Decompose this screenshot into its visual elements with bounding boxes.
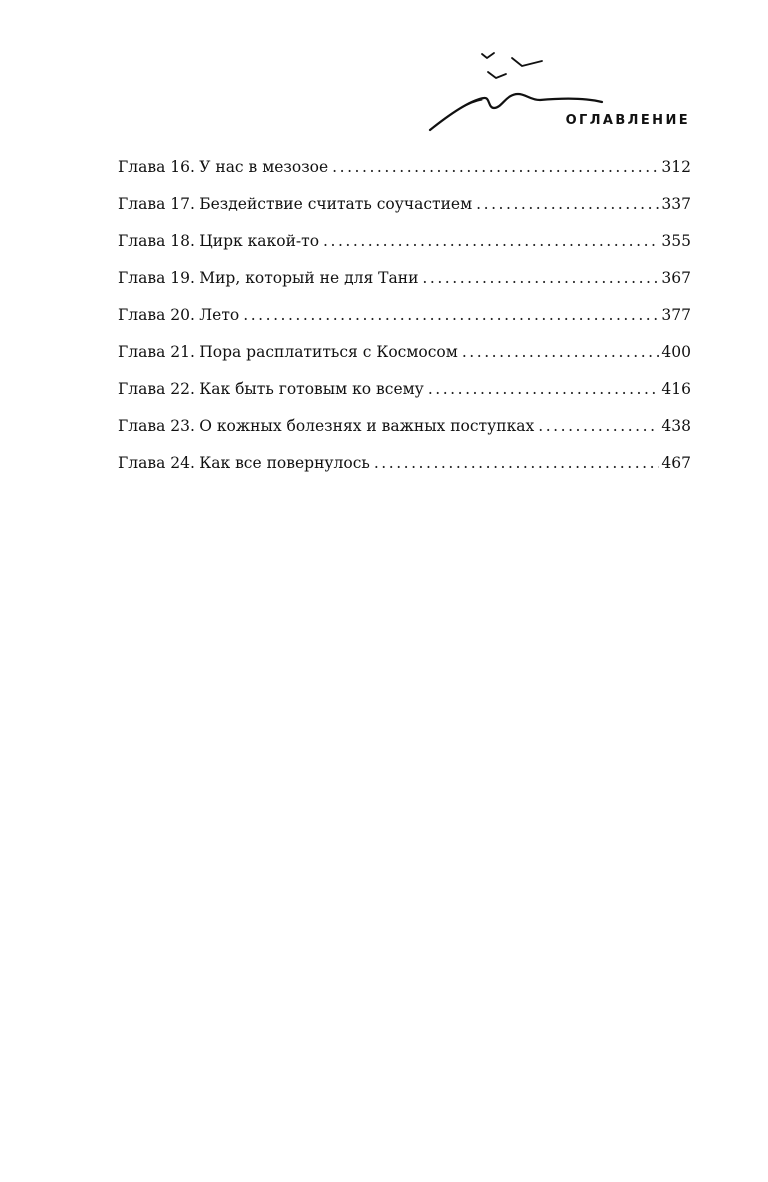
dot-leader [538, 412, 659, 440]
chapter-title: Как быть готовым ко всему [199, 380, 424, 398]
toc-entry[interactable] [118, 301, 691, 338]
page-number: 355 [661, 232, 691, 250]
chapter-label: Глава 23. [118, 417, 195, 435]
page-number: 400 [661, 343, 691, 361]
chapter-title: О кожных болезнях и важных поступках [199, 417, 535, 435]
toc-entry[interactable] [118, 190, 691, 227]
table-of-contents [118, 153, 691, 486]
chapter-title: Пора расплатиться с Космосом [199, 343, 458, 361]
chapter-label: Глава 17. [118, 195, 195, 213]
chapter-label: Глава 16. [118, 158, 195, 176]
chapter-title: Мир, который не для Тани [199, 269, 419, 287]
dot-leader [428, 375, 660, 403]
chapter-label: Глава 21. [118, 343, 195, 361]
chapter-label: Глава 22. [118, 380, 195, 398]
chapter-label: Глава 24. [118, 454, 195, 472]
chapter-label: Глава 20. [118, 306, 195, 324]
toc-entry[interactable] [118, 449, 691, 486]
chapter-title: Лето [199, 306, 240, 324]
toc-entry[interactable] [118, 153, 691, 190]
page-number: 467 [661, 454, 691, 472]
chapter-title: Бездействие считать соучастием [199, 195, 473, 213]
chapter-label: Глава 19. [118, 269, 195, 287]
toc-heading: ОГЛАВЛЕНИЕ [565, 113, 690, 128]
page-number: 377 [661, 306, 691, 324]
chapter-title: Как все повернулось [199, 454, 370, 472]
toc-entry[interactable] [118, 375, 691, 412]
dot-leader [374, 449, 660, 477]
toc-entry[interactable] [118, 264, 691, 301]
chapter-title: У нас в мезозое [199, 158, 329, 176]
page-number: 438 [661, 417, 691, 435]
toc-entry[interactable] [118, 338, 691, 375]
page-number: 367 [661, 269, 691, 287]
dot-leader [462, 338, 660, 366]
dot-leader [243, 301, 659, 329]
chapter-label: Глава 18. [118, 232, 195, 250]
chapter-title: Цирк какой-то [199, 232, 320, 250]
dot-leader [476, 190, 659, 218]
page-number: 337 [661, 195, 691, 213]
dot-leader [323, 227, 659, 255]
toc-entry[interactable] [118, 227, 691, 264]
dot-leader [422, 264, 659, 292]
page-number: 312 [661, 158, 691, 176]
dot-leader [332, 153, 659, 181]
page-number: 416 [661, 380, 691, 398]
toc-entry[interactable] [118, 412, 691, 449]
